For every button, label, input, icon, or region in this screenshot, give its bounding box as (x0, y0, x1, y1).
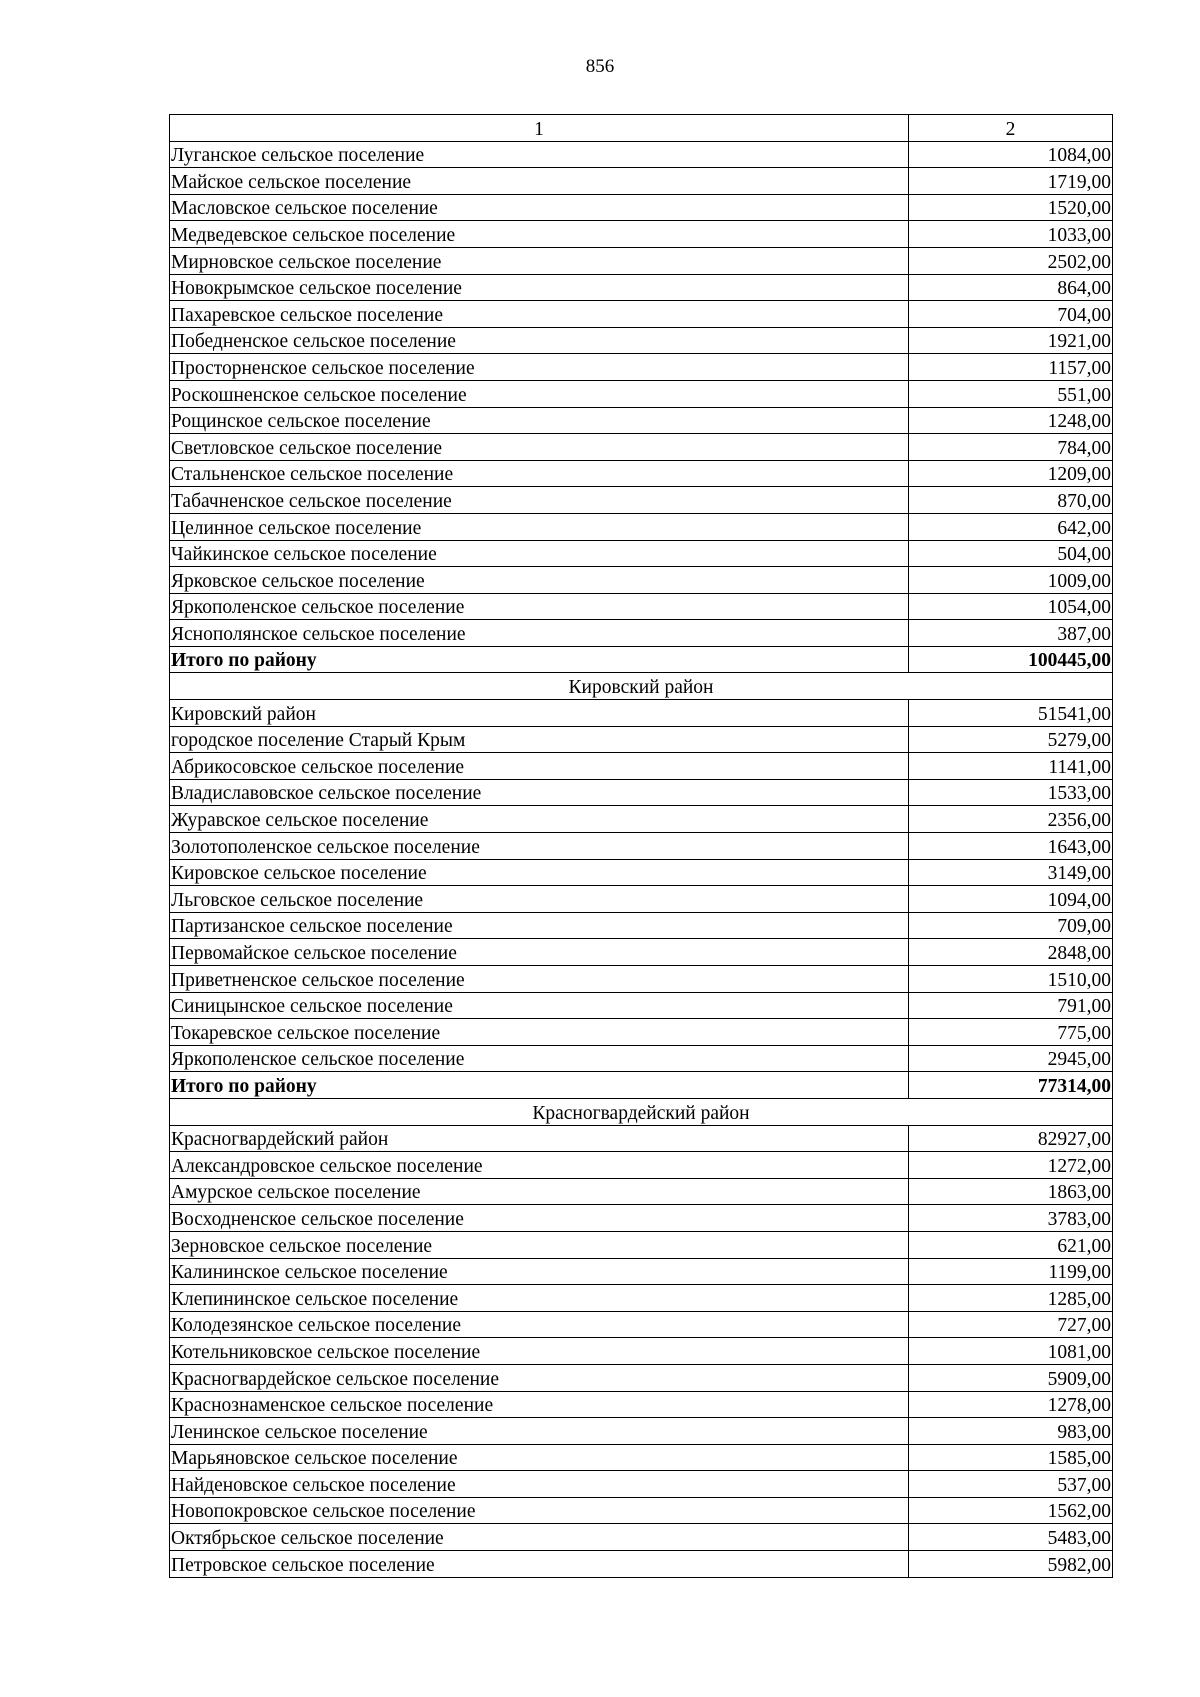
amount-value: 1054,00 (909, 593, 1113, 620)
amount-value: 727,00 (909, 1311, 1113, 1338)
settlement-name: Табачненское сельское поселение (170, 487, 909, 514)
table-row (170, 1125, 1113, 1152)
table-row (170, 806, 1113, 833)
table-row (170, 966, 1113, 993)
settlement-name: Абрикосовское сельское поселение (170, 753, 909, 780)
settlement-name: Александровское сельское поселение (170, 1152, 909, 1179)
amount-value: 2945,00 (909, 1045, 1113, 1072)
amount-value: 2502,00 (909, 247, 1113, 274)
settlement-name: Первомайское сельское поселение (170, 939, 909, 966)
table-row (170, 912, 1113, 939)
amount-value: 791,00 (909, 992, 1113, 1019)
amount-value: 1009,00 (909, 567, 1113, 594)
amount-value: 82927,00 (909, 1125, 1113, 1152)
section-title: Красногвардейский район (170, 1098, 1113, 1125)
table-row (170, 1311, 1113, 1338)
settlement-name: Светловское сельское поселение (170, 434, 909, 461)
settlement-name: Рощинское сельское поселение (170, 407, 909, 434)
settlement-name: Октябрьское сельское поселение (170, 1524, 909, 1551)
amount-value: 1033,00 (909, 221, 1113, 248)
table-row (170, 407, 1113, 434)
settlement-name: городское поселение Старый Крым (170, 726, 909, 753)
amount-value: 1585,00 (909, 1444, 1113, 1471)
amount-value: 704,00 (909, 301, 1113, 328)
settlement-name: Новокрымское сельское поселение (170, 274, 909, 301)
amount-value: 5982,00 (909, 1551, 1113, 1578)
settlement-name: Пахаревское сельское поселение (170, 301, 909, 328)
settlement-name: Новопокровское сельское поселение (170, 1497, 909, 1524)
amount-value: 51541,00 (909, 700, 1113, 727)
settlement-name: Ленинское сельское поселение (170, 1418, 909, 1445)
table-header-row (170, 115, 1113, 142)
amount-value: 551,00 (909, 380, 1113, 407)
settlement-name: Журавское сельское поселение (170, 806, 909, 833)
amount-value: 1209,00 (909, 460, 1113, 487)
amount-value: 709,00 (909, 912, 1113, 939)
table-row (170, 1258, 1113, 1285)
table-row (170, 700, 1113, 727)
table-row (170, 1364, 1113, 1391)
amount-value: 2356,00 (909, 806, 1113, 833)
settlement-name: Просторненское сельское поселение (170, 354, 909, 381)
settlement-name: Клепининское сельское поселение (170, 1285, 909, 1312)
amount-value: 1141,00 (909, 753, 1113, 780)
amount-value: 1094,00 (909, 886, 1113, 913)
settlement-name: Яркополенское сельское поселение (170, 1045, 909, 1072)
settlement-name: Стальненское сельское поселение (170, 460, 909, 487)
settlement-name: Масловское сельское поселение (170, 194, 909, 221)
table-row (170, 1391, 1113, 1418)
table-row (170, 168, 1113, 195)
table-row (170, 939, 1113, 966)
settlement-name: Роскошненское сельское поселение (170, 380, 909, 407)
table-row (170, 1471, 1113, 1498)
amount-value: 5909,00 (909, 1364, 1113, 1391)
settlement-name: Победненское сельское поселение (170, 327, 909, 354)
settlement-name: Кировский район (170, 700, 909, 727)
total-row (170, 646, 1113, 673)
table-row (170, 1231, 1113, 1258)
table-row (170, 779, 1113, 806)
settlement-name: Партизанское сельское поселение (170, 912, 909, 939)
section-row (170, 673, 1113, 700)
table-row (170, 301, 1113, 328)
settlement-name: Красногвардейское сельское поселение (170, 1364, 909, 1391)
settlement-name: Восходненское сельское поселение (170, 1205, 909, 1232)
table-row (170, 1205, 1113, 1232)
settlement-name: Яснополянское сельское поселение (170, 620, 909, 647)
settlement-name: Льговское сельское поселение (170, 886, 909, 913)
table-row (170, 487, 1113, 514)
amount-value: 1520,00 (909, 194, 1113, 221)
table-row (170, 593, 1113, 620)
table-body (170, 115, 1113, 1578)
table-row (170, 1338, 1113, 1365)
amount-value: 870,00 (909, 487, 1113, 514)
amount-value: 775,00 (909, 1019, 1113, 1046)
table-row (170, 1551, 1113, 1578)
amount-value: 2848,00 (909, 939, 1113, 966)
table-row (170, 513, 1113, 540)
amount-value: 983,00 (909, 1418, 1113, 1445)
amount-value: 1278,00 (909, 1391, 1113, 1418)
total-value: 77314,00 (909, 1072, 1113, 1099)
table-row (170, 859, 1113, 886)
amount-value: 1285,00 (909, 1285, 1113, 1312)
table-row (170, 1152, 1113, 1179)
table-row (170, 753, 1113, 780)
settlement-name: Целинное сельское поселение (170, 513, 909, 540)
amount-value: 1533,00 (909, 779, 1113, 806)
amount-value: 1272,00 (909, 1152, 1113, 1179)
settlement-name: Колодезянское сельское поселение (170, 1311, 909, 1338)
settlement-name: Ярковское сельское поселение (170, 567, 909, 594)
amount-value: 1248,00 (909, 407, 1113, 434)
amount-value: 1643,00 (909, 833, 1113, 860)
page-number: 856 (585, 56, 615, 77)
settlement-name: Калининское сельское поселение (170, 1258, 909, 1285)
total-label: Итого по району (170, 646, 909, 673)
settlement-name: Найденовское сельское поселение (170, 1471, 909, 1498)
table-row (170, 1019, 1113, 1046)
table-row (170, 886, 1113, 913)
settlement-name: Синицынское сельское поселение (170, 992, 909, 1019)
table-row (170, 992, 1113, 1019)
amount-value: 1719,00 (909, 168, 1113, 195)
settlement-name: Амурское сельское поселение (170, 1178, 909, 1205)
amount-value: 1081,00 (909, 1338, 1113, 1365)
allocation-table (169, 114, 1113, 1578)
table-row (170, 1444, 1113, 1471)
amount-value: 1510,00 (909, 966, 1113, 993)
total-label: Итого по району (170, 1072, 909, 1099)
settlement-name: Красногвардейский район (170, 1125, 909, 1152)
amount-value: 5279,00 (909, 726, 1113, 753)
amount-value: 1157,00 (909, 354, 1113, 381)
amount-value: 784,00 (909, 434, 1113, 461)
total-value: 100445,00 (909, 646, 1113, 673)
table-row (170, 274, 1113, 301)
table-row (170, 540, 1113, 567)
table-row (170, 1178, 1113, 1205)
table-row (170, 354, 1113, 381)
settlement-name: Золотополенское сельское поселение (170, 833, 909, 860)
table-row (170, 567, 1113, 594)
settlement-name: Приветненское сельское поселение (170, 966, 909, 993)
amount-value: 5483,00 (909, 1524, 1113, 1551)
table-row (170, 247, 1113, 274)
amount-value: 1199,00 (909, 1258, 1113, 1285)
settlement-name: Зерновское сельское поселение (170, 1231, 909, 1258)
table-row (170, 141, 1113, 168)
settlement-name: Луганское сельское поселение (170, 141, 909, 168)
settlement-name: Мирновское сельское поселение (170, 247, 909, 274)
section-row (170, 1098, 1113, 1125)
table-row (170, 1045, 1113, 1072)
amount-value: 1084,00 (909, 141, 1113, 168)
settlement-name: Марьяновское сельское поселение (170, 1444, 909, 1471)
table-row (170, 460, 1113, 487)
amount-value: 3783,00 (909, 1205, 1113, 1232)
settlement-name: Майское сельское поселение (170, 168, 909, 195)
settlement-name: Петровское сельское поселение (170, 1551, 909, 1578)
table-row (170, 194, 1113, 221)
settlement-name: Яркополенское сельское поселение (170, 593, 909, 620)
amount-value: 1921,00 (909, 327, 1113, 354)
amount-value: 537,00 (909, 1471, 1113, 1498)
settlement-name: Краснознаменское сельское поселение (170, 1391, 909, 1418)
table-row (170, 1418, 1113, 1445)
amount-value: 1562,00 (909, 1497, 1113, 1524)
settlement-name: Владиславовское сельское поселение (170, 779, 909, 806)
settlement-name: Кировское сельское поселение (170, 859, 909, 886)
amount-value: 1863,00 (909, 1178, 1113, 1205)
table-row (170, 833, 1113, 860)
column-header-2: 2 (909, 115, 1113, 142)
table-row (170, 620, 1113, 647)
table-row (170, 434, 1113, 461)
table-row (170, 1524, 1113, 1551)
table-row (170, 380, 1113, 407)
amount-value: 621,00 (909, 1231, 1113, 1258)
table-row (170, 1285, 1113, 1312)
table-row (170, 726, 1113, 753)
amount-value: 3149,00 (909, 859, 1113, 886)
amount-value: 642,00 (909, 513, 1113, 540)
total-row (170, 1072, 1113, 1099)
table-row (170, 327, 1113, 354)
section-title: Кировский район (170, 673, 1113, 700)
amount-value: 504,00 (909, 540, 1113, 567)
table-row (170, 1497, 1113, 1524)
settlement-name: Котельниковское сельское поселение (170, 1338, 909, 1365)
settlement-name: Медведевское сельское поселение (170, 221, 909, 248)
table-row (170, 221, 1113, 248)
settlement-name: Чайкинское сельское поселение (170, 540, 909, 567)
amount-value: 864,00 (909, 274, 1113, 301)
settlement-name: Токаревское сельское поселение (170, 1019, 909, 1046)
amount-value: 387,00 (909, 620, 1113, 647)
column-header-1: 1 (170, 115, 909, 142)
